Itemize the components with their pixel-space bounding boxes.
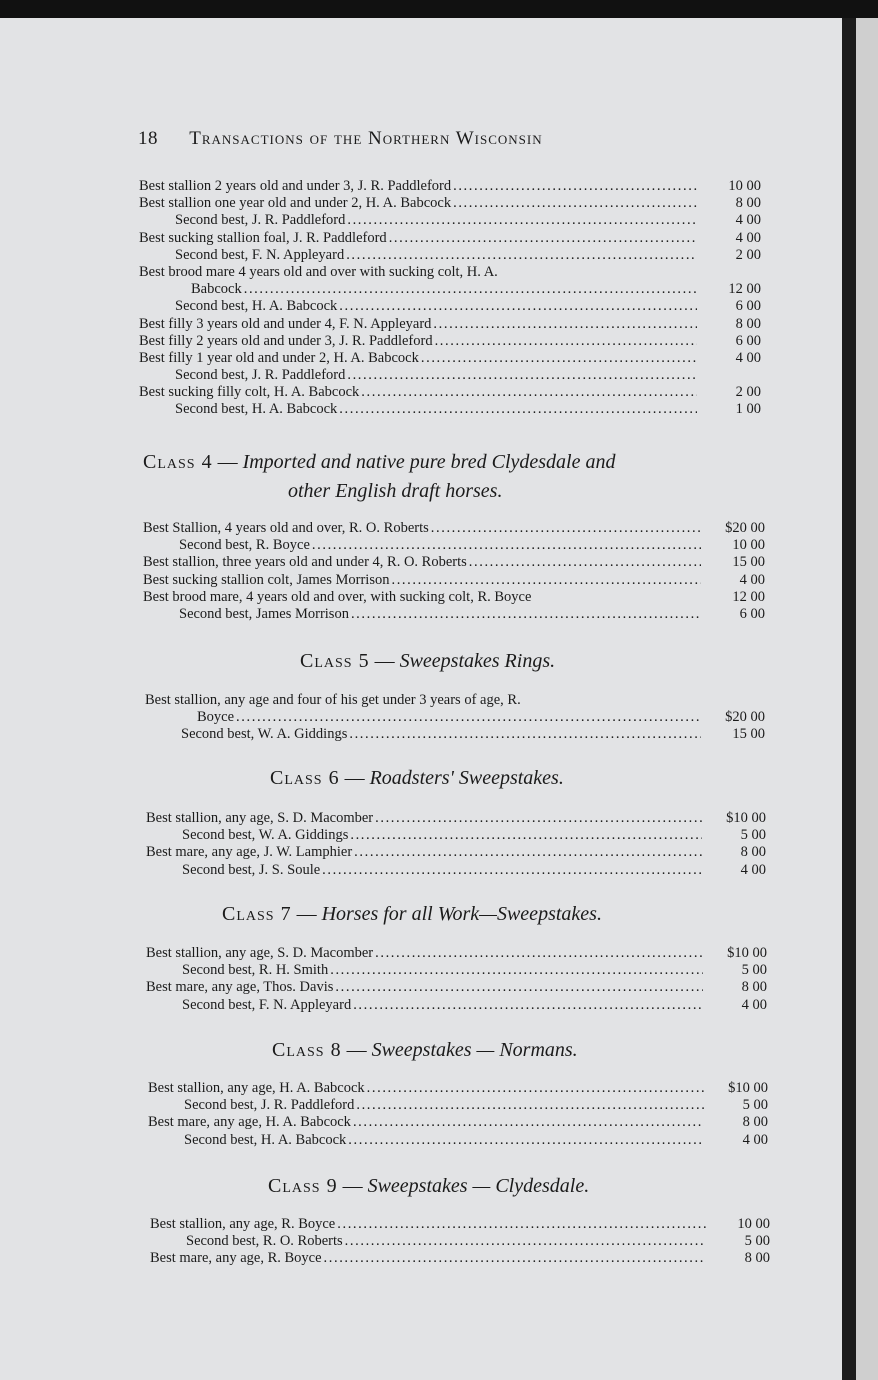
premium-amount: 5 00 <box>741 962 767 979</box>
premium-row <box>145 692 765 709</box>
dot-leader <box>354 844 702 861</box>
premium-row <box>145 709 765 726</box>
dot-leader <box>346 247 697 264</box>
page-binding-edge <box>842 18 856 1380</box>
premium-amount: 12 00 <box>732 588 765 605</box>
premium-amount: 10 00 <box>732 537 765 554</box>
premium-row <box>139 333 761 350</box>
premium-row <box>146 862 766 879</box>
premium-row <box>139 264 761 281</box>
premium-description: Second best, R. O. Roberts <box>186 1233 343 1250</box>
premium-row <box>139 350 761 367</box>
premium-amount: 1 00 <box>735 401 761 418</box>
dot-leader <box>349 726 701 743</box>
premium-description: Second best, H. A. Babcock <box>184 1131 347 1148</box>
dot-leader <box>453 195 697 212</box>
class-label: Class 7 <box>222 903 292 925</box>
class-title-line-2: other English draft horses. <box>288 480 503 502</box>
premium-row <box>145 726 765 743</box>
premium-row <box>139 247 761 264</box>
dot-leader <box>339 298 697 315</box>
premium-description: Second best, J. R. Paddleford <box>184 1097 355 1114</box>
premium-amount: 5 00 <box>744 1233 770 1250</box>
premium-amount: 6 00 <box>739 605 765 622</box>
premium-amount: 15 00 <box>732 554 765 571</box>
premium-amount: 6 00 <box>735 332 761 349</box>
dot-leader <box>345 1233 706 1250</box>
premium-amount: 5 00 <box>740 827 766 844</box>
dash: — <box>369 650 400 672</box>
class-title: Roadsters' Sweepstakes. <box>369 767 564 789</box>
premium-row <box>148 1114 768 1131</box>
premium-description: Second best, J. R. Paddleford <box>175 367 346 384</box>
class-8-premium-list <box>148 1080 768 1149</box>
premium-row <box>146 827 766 844</box>
dot-leader <box>361 384 697 401</box>
premium-description: Best brood mare 4 years old and over with sucking colt, H. A. <box>139 263 498 280</box>
dot-leader <box>347 367 697 384</box>
premium-row <box>148 1097 768 1114</box>
premium-row <box>139 298 761 315</box>
premium-row <box>139 316 761 333</box>
premium-description: Second best, J. R. Paddleford <box>175 212 346 229</box>
dot-leader <box>350 827 702 844</box>
premium-amount: 8 00 <box>735 315 761 332</box>
class-label: Class 5 <box>300 650 370 672</box>
premium-row <box>150 1250 770 1267</box>
premium-description: Best stallion, any age, S. D. Macomber <box>146 945 374 961</box>
premium-amount: $20 00 <box>725 709 765 726</box>
dash: — <box>291 903 322 925</box>
premium-row <box>143 572 765 589</box>
class-4-heading <box>143 451 615 474</box>
premium-description: Best sucking stallion foal, J. R. Paddleford <box>139 229 387 246</box>
premium-description: Boyce <box>197 709 235 726</box>
dash: — <box>212 451 243 473</box>
premium-amount: 8 00 <box>735 195 761 212</box>
class-6-premium-list <box>146 810 766 879</box>
class-9-heading <box>268 1175 589 1198</box>
premium-amount: $10 00 <box>727 945 767 961</box>
premium-row <box>150 1216 770 1233</box>
premium-description: Second best, F. N. Appleyard <box>182 996 352 1013</box>
dot-leader <box>391 572 701 589</box>
dot-leader <box>453 178 697 195</box>
premium-row <box>150 1233 770 1250</box>
premium-amount: 10 00 <box>737 1216 770 1232</box>
dash: — <box>339 767 370 789</box>
premium-row <box>146 810 766 827</box>
premium-row <box>139 281 761 298</box>
dot-leader <box>389 230 697 247</box>
dot-leader <box>335 979 703 996</box>
premium-description: Second best, J. S. Soule <box>182 861 321 878</box>
premium-amount: $10 00 <box>726 810 766 826</box>
premium-row <box>139 195 761 212</box>
dot-leader <box>435 333 697 350</box>
premium-description: Babcock <box>191 281 242 298</box>
dot-leader <box>469 554 701 571</box>
premium-row <box>143 589 765 606</box>
premium-amount: 8 00 <box>742 1114 768 1131</box>
premium-row <box>143 537 765 554</box>
premium-description: Best sucking filly colt, H. A. Babcock <box>139 384 360 401</box>
premium-amount: 4 00 <box>735 349 761 366</box>
class-6-heading <box>270 767 564 790</box>
dot-leader <box>353 1114 704 1131</box>
page-number: 18 <box>138 128 158 149</box>
dot-leader <box>330 962 703 979</box>
premium-amount: 5 00 <box>742 1097 768 1114</box>
premium-description: Best stallion, any age, S. D. Macomber <box>146 810 374 826</box>
class-5-heading <box>300 650 555 673</box>
premium-description: Second best, W. A. Giddings <box>182 827 349 844</box>
premium-amount: 2 00 <box>735 384 761 401</box>
dash: — <box>341 1039 372 1061</box>
dash: — <box>337 1175 368 1197</box>
class-7-premium-list <box>146 945 767 1014</box>
premium-description: Best mare, any age, R. Boyce <box>150 1250 322 1267</box>
class-title: Sweepstakes — Normans. <box>371 1039 578 1061</box>
dot-leader <box>375 810 702 827</box>
premium-description: Best mare, any age, Thos. Davis <box>146 979 334 996</box>
dot-leader <box>312 537 701 554</box>
premium-description: Second best, R. Boyce <box>179 537 310 554</box>
premium-amount: 8 00 <box>740 844 766 861</box>
running-header <box>138 128 698 150</box>
dot-leader <box>367 1080 704 1097</box>
dot-leader <box>236 709 701 726</box>
premium-description: Best Stallion, 4 years old and over, R. O. Roberts <box>143 520 429 536</box>
premium-description: Best stallion 2 years old and under 3, J. R. Paddleford <box>139 178 452 194</box>
class-8-heading <box>272 1039 578 1062</box>
dot-leader <box>339 401 697 418</box>
premium-amount: 15 00 <box>732 726 765 743</box>
dot-leader <box>347 212 697 229</box>
class-7-heading <box>222 903 602 926</box>
premium-description: Best stallion one year old and under 2, H. A. Babcock <box>139 195 452 212</box>
class-label: Class 8 <box>272 1039 342 1061</box>
premium-row <box>148 1080 768 1097</box>
premium-amount: 2 00 <box>735 246 761 263</box>
premium-description: Best stallion, any age and four of his get under 3 years of age, R. <box>145 692 521 708</box>
premium-row <box>146 962 767 979</box>
premium-amount: 8 00 <box>744 1250 770 1267</box>
premium-description: Best stallion, three years old and under 4, R. O. Roberts <box>143 554 467 571</box>
premium-description: Best stallion, any age, R. Boyce <box>150 1216 336 1232</box>
dot-leader <box>375 945 703 962</box>
premium-description: Best sucking stallion colt, James Morrison <box>143 571 390 588</box>
premium-description: Second best, H. A. Babcock <box>175 401 338 418</box>
premium-description: Second best, James Morrison <box>179 605 349 622</box>
premium-row <box>146 979 767 996</box>
premium-description: Best brood mare, 4 years old and over, with sucking colt, R. Boyce <box>143 588 532 605</box>
class-title: Sweepstakes — Clydesdale. <box>367 1175 590 1197</box>
premium-amount: 4 00 <box>735 212 761 229</box>
premium-description: Best filly 1 year old and under 2, H. A. Babcock <box>139 349 419 366</box>
dot-leader <box>431 520 701 537</box>
class-9-premium-list <box>150 1216 770 1268</box>
premium-row <box>139 401 761 418</box>
premium-description: Second best, F. N. Appleyard <box>175 246 345 263</box>
premium-description: Second best, H. A. Babcock <box>175 298 338 315</box>
scan-top-border <box>0 0 878 18</box>
premium-description: Best filly 3 years old and under 4, F. N. Appleyard <box>139 315 432 332</box>
premium-row <box>139 384 761 401</box>
class-4-heading-line-2 <box>288 480 502 503</box>
premium-row <box>139 230 761 247</box>
class-4-premium-list <box>143 520 765 623</box>
premium-row <box>146 997 767 1014</box>
premium-amount: 8 00 <box>741 979 767 996</box>
class-title-line-1: Imported and native pure bred Clydesdale and <box>242 451 616 473</box>
premium-row <box>143 606 765 623</box>
premium-list-continued <box>139 178 761 419</box>
premium-row <box>139 212 761 229</box>
dot-leader <box>433 316 697 333</box>
dot-leader <box>351 606 701 623</box>
premium-amount: 12 00 <box>728 281 761 298</box>
premium-amount: $10 00 <box>728 1080 768 1096</box>
class-label: Class 9 <box>268 1175 338 1197</box>
premium-row <box>143 554 765 571</box>
running-title: Transactions of the Northern Wisconsin <box>189 128 543 149</box>
premium-row <box>146 945 767 962</box>
premium-amount: $20 00 <box>725 520 765 536</box>
premium-amount: 4 00 <box>741 996 767 1013</box>
premium-row <box>139 178 761 195</box>
premium-amount: 4 00 <box>735 229 761 246</box>
premium-description: Best mare, any age, H. A. Babcock <box>148 1114 351 1131</box>
premium-amount: 4 00 <box>739 571 765 588</box>
dot-leader <box>348 1132 704 1149</box>
class-title: Horses for all Work—Sweepstakes. <box>321 903 602 925</box>
premium-description: Second best, R. H. Smith <box>182 962 329 979</box>
dot-leader <box>244 281 697 298</box>
class-label: Class 6 <box>270 767 340 789</box>
premium-row <box>146 844 766 861</box>
class-label: Class 4 <box>143 451 213 473</box>
dot-leader <box>337 1216 706 1233</box>
premium-description: Best stallion, any age, H. A. Babcock <box>148 1080 365 1096</box>
scan-margin <box>856 18 878 1380</box>
class-title: Sweepstakes Rings. <box>399 650 556 672</box>
premium-row <box>148 1132 768 1149</box>
premium-amount: 4 00 <box>742 1131 768 1148</box>
premium-amount: 10 00 <box>728 178 761 194</box>
premium-amount: 6 00 <box>735 298 761 315</box>
dot-leader <box>356 1097 704 1114</box>
class-5-premium-list <box>145 692 765 744</box>
premium-description: Best mare, any age, J. W. Lamphier <box>146 844 353 861</box>
dot-leader <box>421 350 697 367</box>
premium-description: Second best, W. A. Giddings <box>181 726 348 743</box>
dot-leader <box>324 1250 706 1267</box>
premium-amount: 4 00 <box>740 861 766 878</box>
dot-leader <box>322 862 702 879</box>
premium-row <box>139 367 761 384</box>
premium-row <box>143 520 765 537</box>
premium-description: Best filly 2 years old and under 3, J. R. Paddleford <box>139 332 433 349</box>
dot-leader <box>353 997 703 1014</box>
